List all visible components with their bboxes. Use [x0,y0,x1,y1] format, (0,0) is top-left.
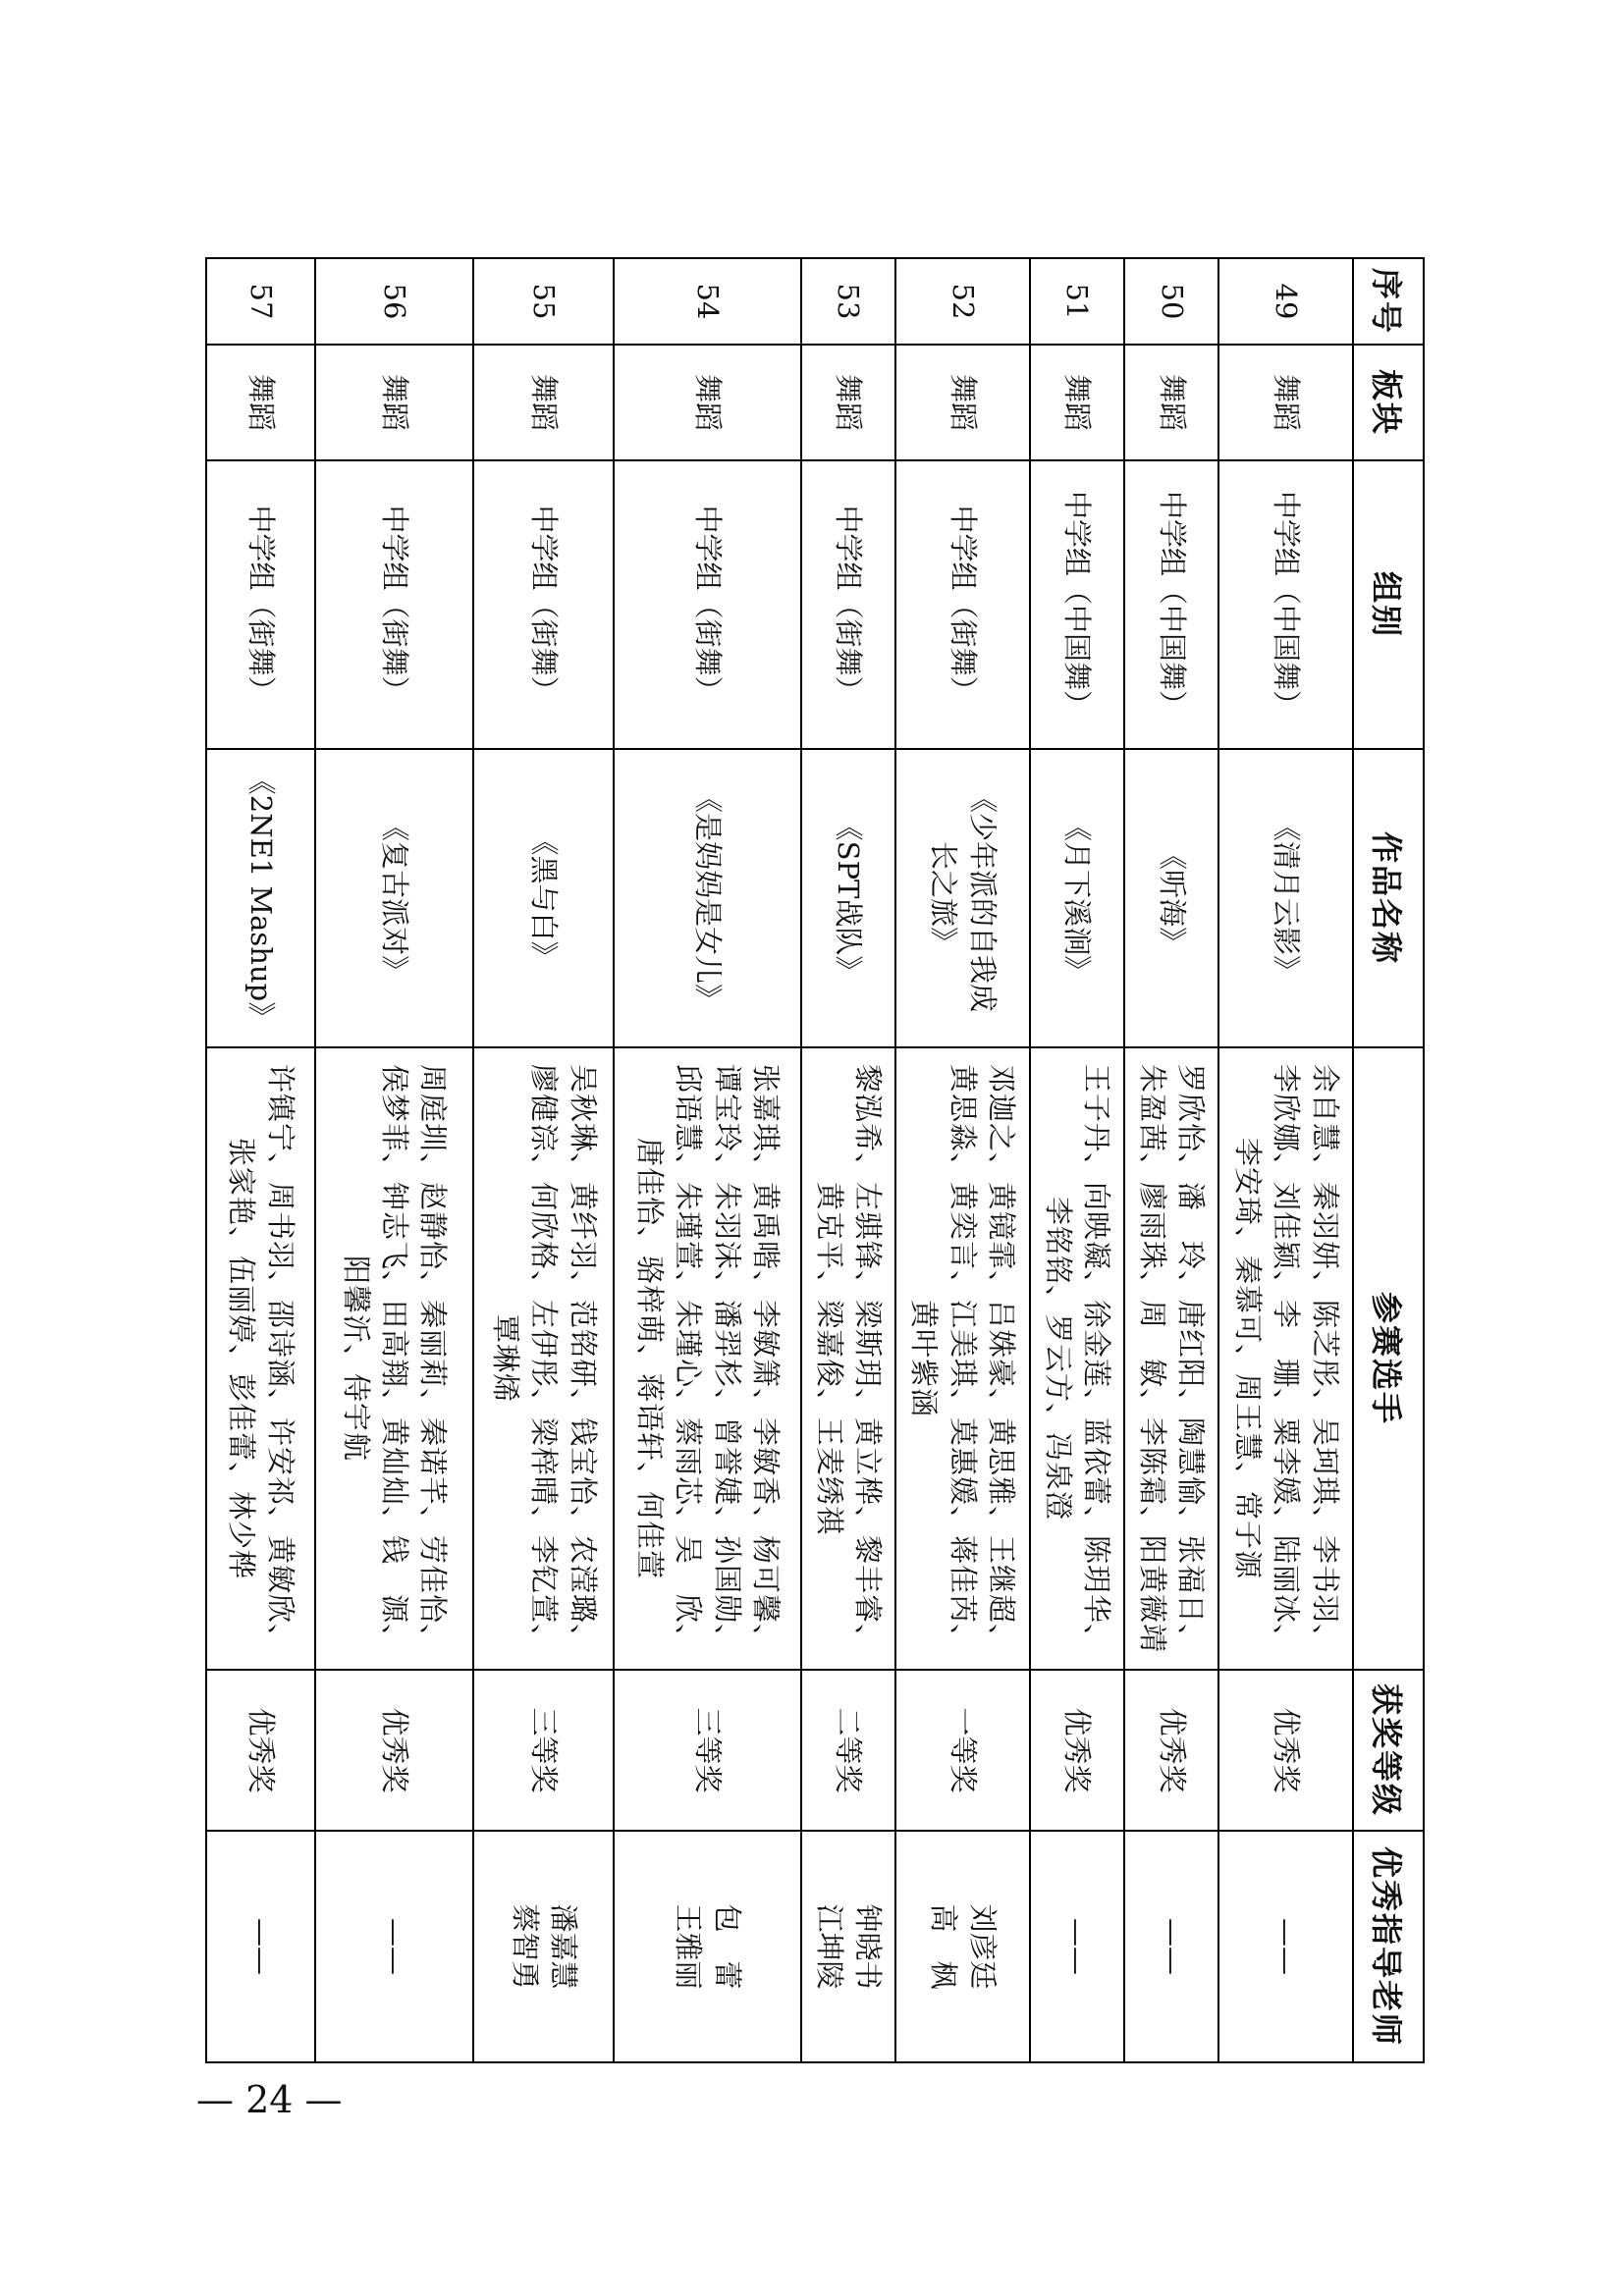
header-no: 序号 [1353,258,1424,345]
row-no: 55 [473,258,614,345]
players-line: 黄叶紫涵 [907,1299,942,1417]
table-row [315,258,474,2062]
teacher-line: —— [378,1918,412,1975]
teacher-line: —— [1155,1918,1189,1975]
row-award: 三等奖 [614,1670,800,1831]
row-teacher [614,1831,800,2062]
work-line: 《黑与白》 [527,827,562,970]
players-line: 周庭圳、赵静怡、秦丽莉、秦诺芊、劳佳怡、 [416,1063,451,1653]
players-line: 张嘉琪、黄禹喈、李敏箫、李敏香、杨可馨、 [749,1063,784,1653]
row-players [473,1047,614,1670]
row-group: 中学组（中国舞） [1218,460,1353,749]
players-line: 廖健淙、何欣格、左伊彤、梁梓晴、李钇萱、 [527,1063,562,1653]
players-line: 侯梦菲、钟志飞、田高翔、黄灿灿、钱 源、 [378,1063,412,1653]
row-teacher [206,1831,315,2062]
row-award: 二等奖 [801,1670,895,1831]
players-line: 余自慧、秦羽妍、陈芝彤、吴珂琪、李书羽、 [1308,1063,1342,1653]
row-group: 中学组（街舞） [315,460,474,749]
row-teacher [473,1831,614,2062]
teacher-line: 刘彦廷 [965,1903,1000,1990]
row-section: 舞蹈 [801,345,895,460]
players-line: 罗欣怡、潘 玲、唐红阳、陶慧愉、张福日、 [1174,1063,1209,1653]
header-award: 获奖等级 [1353,1670,1424,1831]
table-row [1218,258,1353,2062]
table-row [614,258,800,2062]
teacher-line: 江坤陵 [812,1903,846,1990]
row-players [801,1047,895,1670]
row-work [614,749,800,1047]
work-line: 《是妈妈是女儿》 [691,783,726,1012]
row-teacher [315,1831,474,2062]
row-players [315,1047,474,1670]
rotated-table-wrapper [205,257,1425,2061]
players-line: 邓迦之、黄镜霏、吕姝豪、黄思雅、王继超、 [985,1063,1019,1653]
row-no: 52 [895,258,1030,345]
row-section: 舞蹈 [1218,345,1353,460]
players-line: 张家艳、伍丽婷、彭佳蕾、林少桦 [225,1137,259,1579]
row-section: 舞蹈 [206,345,315,460]
row-no: 50 [1124,258,1218,345]
row-section: 舞蹈 [895,345,1030,460]
header-players: 参赛选手 [1353,1047,1424,1670]
row-no: 51 [1030,258,1124,345]
row-group: 中学组（中国舞） [1030,460,1124,749]
teacher-line: 蔡智勇 [508,1903,542,1990]
row-group: 中学组（中国舞） [1124,460,1218,749]
table-header-row [1353,258,1424,2062]
row-work [315,749,474,1047]
players-line: 吴秋琳、黄纤羽、范铭研、钱宝怡、农滢璐、 [566,1063,600,1653]
row-teacher [1218,1831,1353,2062]
players-line: 覃琳烯 [489,1313,522,1403]
players-line: 邱语慧、朱瑾萱、朱瑾心、蔡雨芯、吴 欣、 [672,1063,706,1653]
work-line: 《SPT战队》 [832,812,866,985]
players-line: 黄思淼、黄奕言、江美琪、莫惠媛、蒋佳芮、 [946,1063,980,1653]
row-players [1218,1047,1353,1670]
row-work [801,749,895,1047]
row-work [895,749,1030,1047]
row-work [1030,749,1124,1047]
row-no: 53 [801,258,895,345]
teacher-line: 包 蕾 [710,1903,744,1990]
teacher-line: 王雅丽 [672,1903,706,1990]
row-group: 中学组（街舞） [801,460,895,749]
row-work [473,749,614,1047]
row-players [1030,1047,1124,1670]
work-line: 《复古派对》 [378,812,412,984]
players-line: 唐佳怡、骆梓萌、蒋语轩、何佳萱 [632,1137,667,1579]
row-teacher [1124,1831,1218,2062]
players-line: 李铭铭、罗云方、冯泉澄 [1041,1196,1075,1521]
row-award: 优秀奖 [1124,1670,1218,1831]
row-award: 优秀奖 [315,1670,474,1831]
teacher-line: —— [1060,1918,1095,1975]
players-line: 阳馨沂、侍宇航 [339,1255,373,1462]
row-work [1124,749,1218,1047]
teacher-line: 钟晓书 [851,1903,886,1990]
row-section: 舞蹈 [614,345,800,460]
work-line: 《听海》 [1155,840,1189,955]
table-row [1030,258,1124,2062]
row-no: 57 [206,258,315,345]
teacher-line: 潘嘉慧 [547,1903,581,1990]
players-line: 王子丹、向映凝、徐金莲、蓝依蕾、陈玥华、 [1080,1063,1114,1653]
table-row [1124,258,1218,2062]
row-teacher [801,1831,895,2062]
players-line: 许镇宁、周书羽、邵诗涵、许安祁、黄敏欣、 [263,1063,298,1653]
awards-table [205,257,1425,2063]
work-line: 《少年派的自我成 [965,783,1000,1012]
header-work: 作品名称 [1353,749,1424,1047]
row-award: 优秀奖 [206,1670,315,1831]
players-line: 李欣娜、刘佳颖、李 珊、粟李媛、陆丽冰、 [1270,1063,1304,1653]
teacher-line: —— [243,1918,278,1975]
table-row [801,258,895,2062]
row-players [206,1047,315,1670]
row-work [206,749,315,1047]
row-players [614,1047,800,1670]
header-teacher: 优秀指导老师 [1353,1831,1424,2062]
row-teacher [895,1831,1030,2062]
table-row [473,258,614,2062]
work-line: 《2NE1 Mashup》 [243,766,278,1031]
row-section: 舞蹈 [1124,345,1218,460]
row-no: 54 [614,258,800,345]
table-row [206,258,315,2062]
row-group: 中学组（街舞） [206,460,315,749]
teacher-line: —— [1270,1918,1304,1975]
players-line: 谭宝玲、朱羽沫、潘羿杉、曾誉婕、孙国勋、 [710,1063,744,1653]
row-no: 49 [1218,258,1353,345]
work-line: 《月下溪涧》 [1060,812,1095,984]
row-award: 优秀奖 [1218,1670,1353,1831]
row-group: 中学组（街舞） [895,460,1030,749]
row-section: 舞蹈 [315,345,474,460]
page-number: — 24 — [196,2078,343,2121]
teacher-line: 高 枫 [927,1903,961,1990]
players-line: 朱盈茜、廖雨珠、周 敏、李陈霜、阳黄薇靖 [1135,1063,1169,1653]
table-row [895,258,1030,2062]
row-award: 优秀奖 [1030,1670,1124,1831]
row-award: 三等奖 [473,1670,614,1831]
work-line: 《清月云影》 [1270,812,1304,984]
row-award: 一等奖 [895,1670,1030,1831]
row-group: 中学组（街舞） [614,460,800,749]
header-group: 组别 [1353,460,1424,749]
row-section: 舞蹈 [1030,345,1124,460]
row-players [895,1047,1030,1670]
row-teacher [1030,1831,1124,2062]
work-line: 长之旅》 [927,840,961,955]
header-section: 板块 [1353,345,1424,460]
row-no: 56 [315,258,474,345]
row-section: 舞蹈 [473,345,614,460]
row-players [1124,1047,1218,1670]
row-work [1218,749,1353,1047]
players-line: 李安琦、秦慕可、周王慧、常子源 [1230,1137,1265,1579]
players-line: 黎泓希、左骐锋、梁斯玥、黄立桦、黎丰睿、 [851,1063,886,1653]
row-group: 中学组（街舞） [473,460,614,749]
players-line: 黄克平、梁嘉俊、王麦绣祺 [812,1181,846,1535]
